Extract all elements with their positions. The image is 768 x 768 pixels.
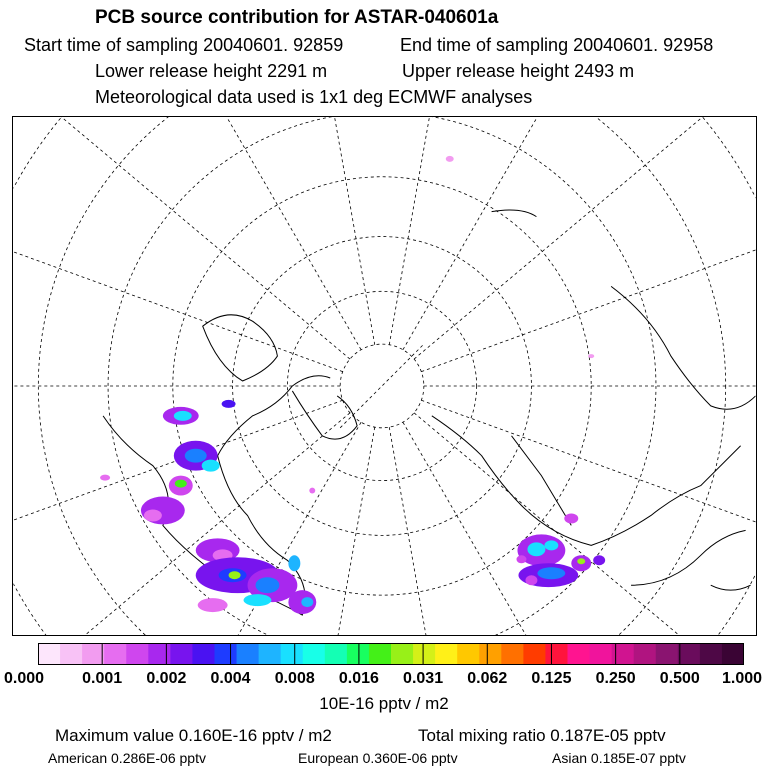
upper-height-label: Upper release height 2493 m <box>402 61 635 81</box>
map-graticule <box>12 116 757 636</box>
european-contribution: European 0.360E-06 pptv <box>298 750 458 766</box>
colorbar-tick-label: 0.008 <box>274 670 315 687</box>
end-time-label: End time of sampling 20040601. 92958 <box>400 35 714 55</box>
colorbar-swatch <box>722 643 744 665</box>
latitude-circle <box>38 116 725 636</box>
max-value-label: Maximum value 0.160E-16 pptv / m2 <box>55 726 332 745</box>
colorbar-units: 10E-16 pptv / m2 <box>319 694 449 713</box>
colorbar-swatch <box>700 643 723 665</box>
latitude-circle <box>12 116 757 636</box>
meridian-line <box>414 413 757 636</box>
colorbar-swatch <box>104 643 127 665</box>
colorbar-swatch <box>60 643 83 665</box>
colorbar-swatch <box>281 643 304 665</box>
meridian-line <box>12 116 343 372</box>
colorbar-swatch <box>634 643 657 665</box>
colorbar-tick-label: 0.000 <box>3 670 45 687</box>
colorbar-swatch <box>369 643 392 665</box>
colorbar-tick-label: 0.001 <box>82 670 123 687</box>
meridian-line <box>12 116 361 350</box>
colorbar-swatch <box>656 643 679 665</box>
colorbar-swatch <box>457 643 480 665</box>
total-mixing-label: Total mixing ratio 0.187E-05 pptv <box>418 726 666 745</box>
colorbar-swatch <box>170 643 193 665</box>
colorbar-tick-label: 0.016 <box>338 670 379 687</box>
page-title: PCB source contribution for ASTAR-040601a <box>95 7 499 28</box>
colorbar-swatch <box>501 643 524 665</box>
colorbar-tick-label: 1.000 <box>721 670 763 687</box>
colorbar-swatch <box>347 643 370 665</box>
meridian-line <box>403 116 757 350</box>
colorbar-tick-label: 0.250 <box>595 670 636 687</box>
colorbar-swatch <box>126 643 149 665</box>
colorbar-swatch <box>568 643 591 665</box>
american-contribution: American 0.286E-06 pptv <box>48 750 206 766</box>
meridian-line <box>403 422 757 636</box>
pcb-concentration-field <box>100 156 605 614</box>
colorbar-tick-label: 0.062 <box>467 670 508 687</box>
colorbar-swatch <box>590 643 613 665</box>
colorbar <box>38 643 744 665</box>
colorbar-swatch <box>303 643 326 665</box>
colorbar-swatch <box>38 643 61 665</box>
colorbar-tick-label: 0.125 <box>531 670 572 687</box>
meridian-line <box>421 116 757 372</box>
colorbar-swatch <box>148 643 171 665</box>
colorbar-swatch <box>237 643 260 665</box>
meridian-line <box>414 116 757 359</box>
colorbar-swatch <box>215 643 238 665</box>
polar-map <box>12 116 757 636</box>
colorbar-tick-label: 0.031 <box>403 670 444 687</box>
colorbar-swatch <box>413 643 436 665</box>
colorbar-tick-label: 0.004 <box>210 670 251 687</box>
asian-contribution: Asian 0.185E-07 pptv <box>552 750 686 766</box>
meridian-line <box>12 116 350 359</box>
colorbar-swatch <box>678 643 701 665</box>
colorbar-swatch <box>391 643 414 665</box>
colorbar-swatch <box>479 643 502 665</box>
meridian-line <box>389 427 537 636</box>
colorbar-swatch <box>82 643 105 665</box>
meridian-line <box>389 116 537 345</box>
colorbar-tick-label: 0.500 <box>659 670 700 687</box>
colorbar-swatch <box>523 643 546 665</box>
colorbar-tick-label: 0.002 <box>146 670 187 687</box>
meridian-line <box>226 116 374 345</box>
colorbar-swatch <box>435 643 458 665</box>
meridian-line <box>421 400 757 636</box>
met-data-label: Meteorological data used is 1x1 deg ECMWF analyses <box>95 87 533 107</box>
colorbar-swatch <box>612 643 635 665</box>
colorbar-swatch <box>545 643 568 665</box>
latitude-circle <box>12 116 757 636</box>
colorbar-swatch <box>325 643 348 665</box>
lower-height-label: Lower release height 2291 m <box>95 61 328 81</box>
start-time-label: Start time of sampling 20040601. 92859 <box>24 35 344 55</box>
latitude-circle <box>108 116 656 636</box>
pole-line <box>340 344 424 428</box>
latitude-circle <box>340 344 424 428</box>
colorbar-swatch <box>192 643 215 665</box>
colorbar-swatch <box>259 643 282 665</box>
